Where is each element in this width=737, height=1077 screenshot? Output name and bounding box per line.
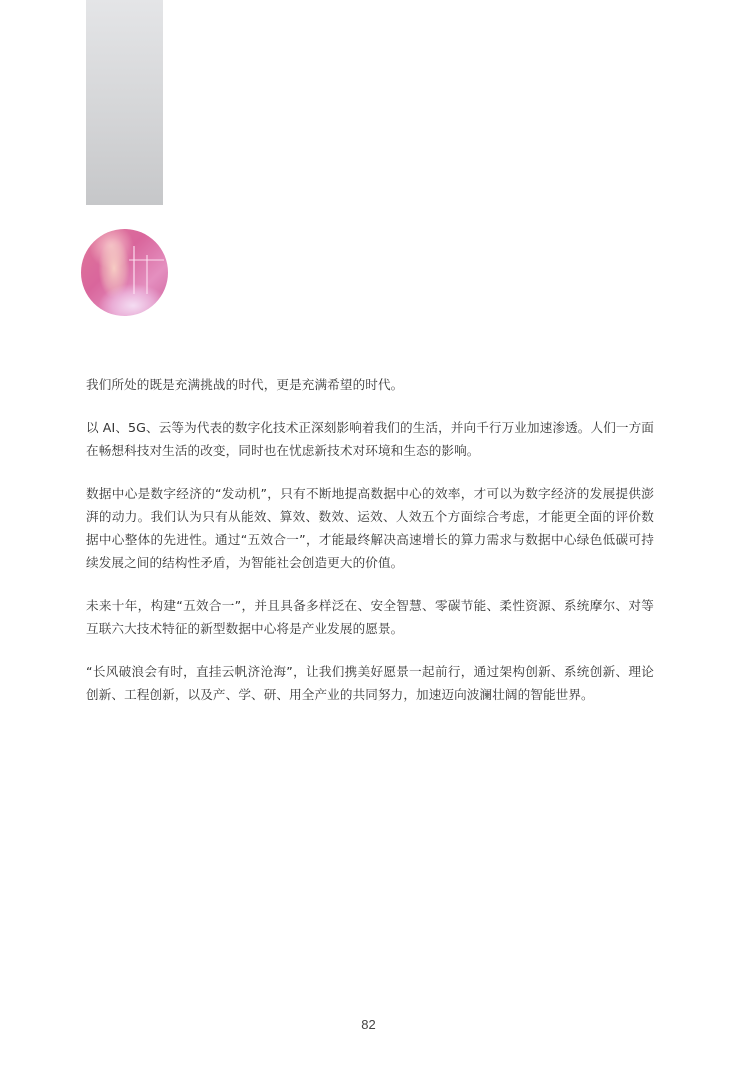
paragraph: 未来十年，构建“五效合一”，并且具备多样泛在、安全智慧、零碳节能、柔性资源、系统摩尔、对等互联六大技术特征的新型数据中心将是产业发展的愿景。 — [86, 598, 654, 636]
paragraph: 以 AI、5G、云等为代表的数字化技术正深刻影响着我们的生活，并向千行万业加速渗透。人们一方面在畅想科技对生活的改变，同时也在忧虑新技术对环境和生态的影响。 — [86, 420, 654, 458]
image-detail — [133, 246, 135, 294]
body-text — [86, 373, 654, 726]
paragraph: 我们所处的既是充满挑战的时代，更是充满希望的时代。 — [86, 377, 404, 392]
page-number: 82 — [361, 1017, 376, 1032]
image-detail — [129, 259, 164, 261]
paragraph: 数据中心是数字经济的“发动机”，只有不断地提高数据中心的效率，才可以为数字经济的发展提供澎湃的动力。我们认为只有从能效、算效、数效、运效、人效五个方面综合考虑，才能更全面的评价数据中心整体的先进性。通过“五效合一”，才能最终解决高速增长的算力需求与数据中心绿色低碳可持续发展之间的结构性矛盾，为智能社会创造更大的价值。 — [86, 486, 654, 570]
author-portrait-image — [81, 229, 168, 316]
decorative-gray-bar — [86, 0, 163, 205]
paragraph: “长风破浪会有时，直挂云帆济沧海”，让我们携美好愿景一起前行，通过架构创新、系统创新、理论创新、工程创新，以及产、学、研、用全产业的共同努力，加速迈向波澜壮阔的智能世界。 — [86, 664, 654, 702]
